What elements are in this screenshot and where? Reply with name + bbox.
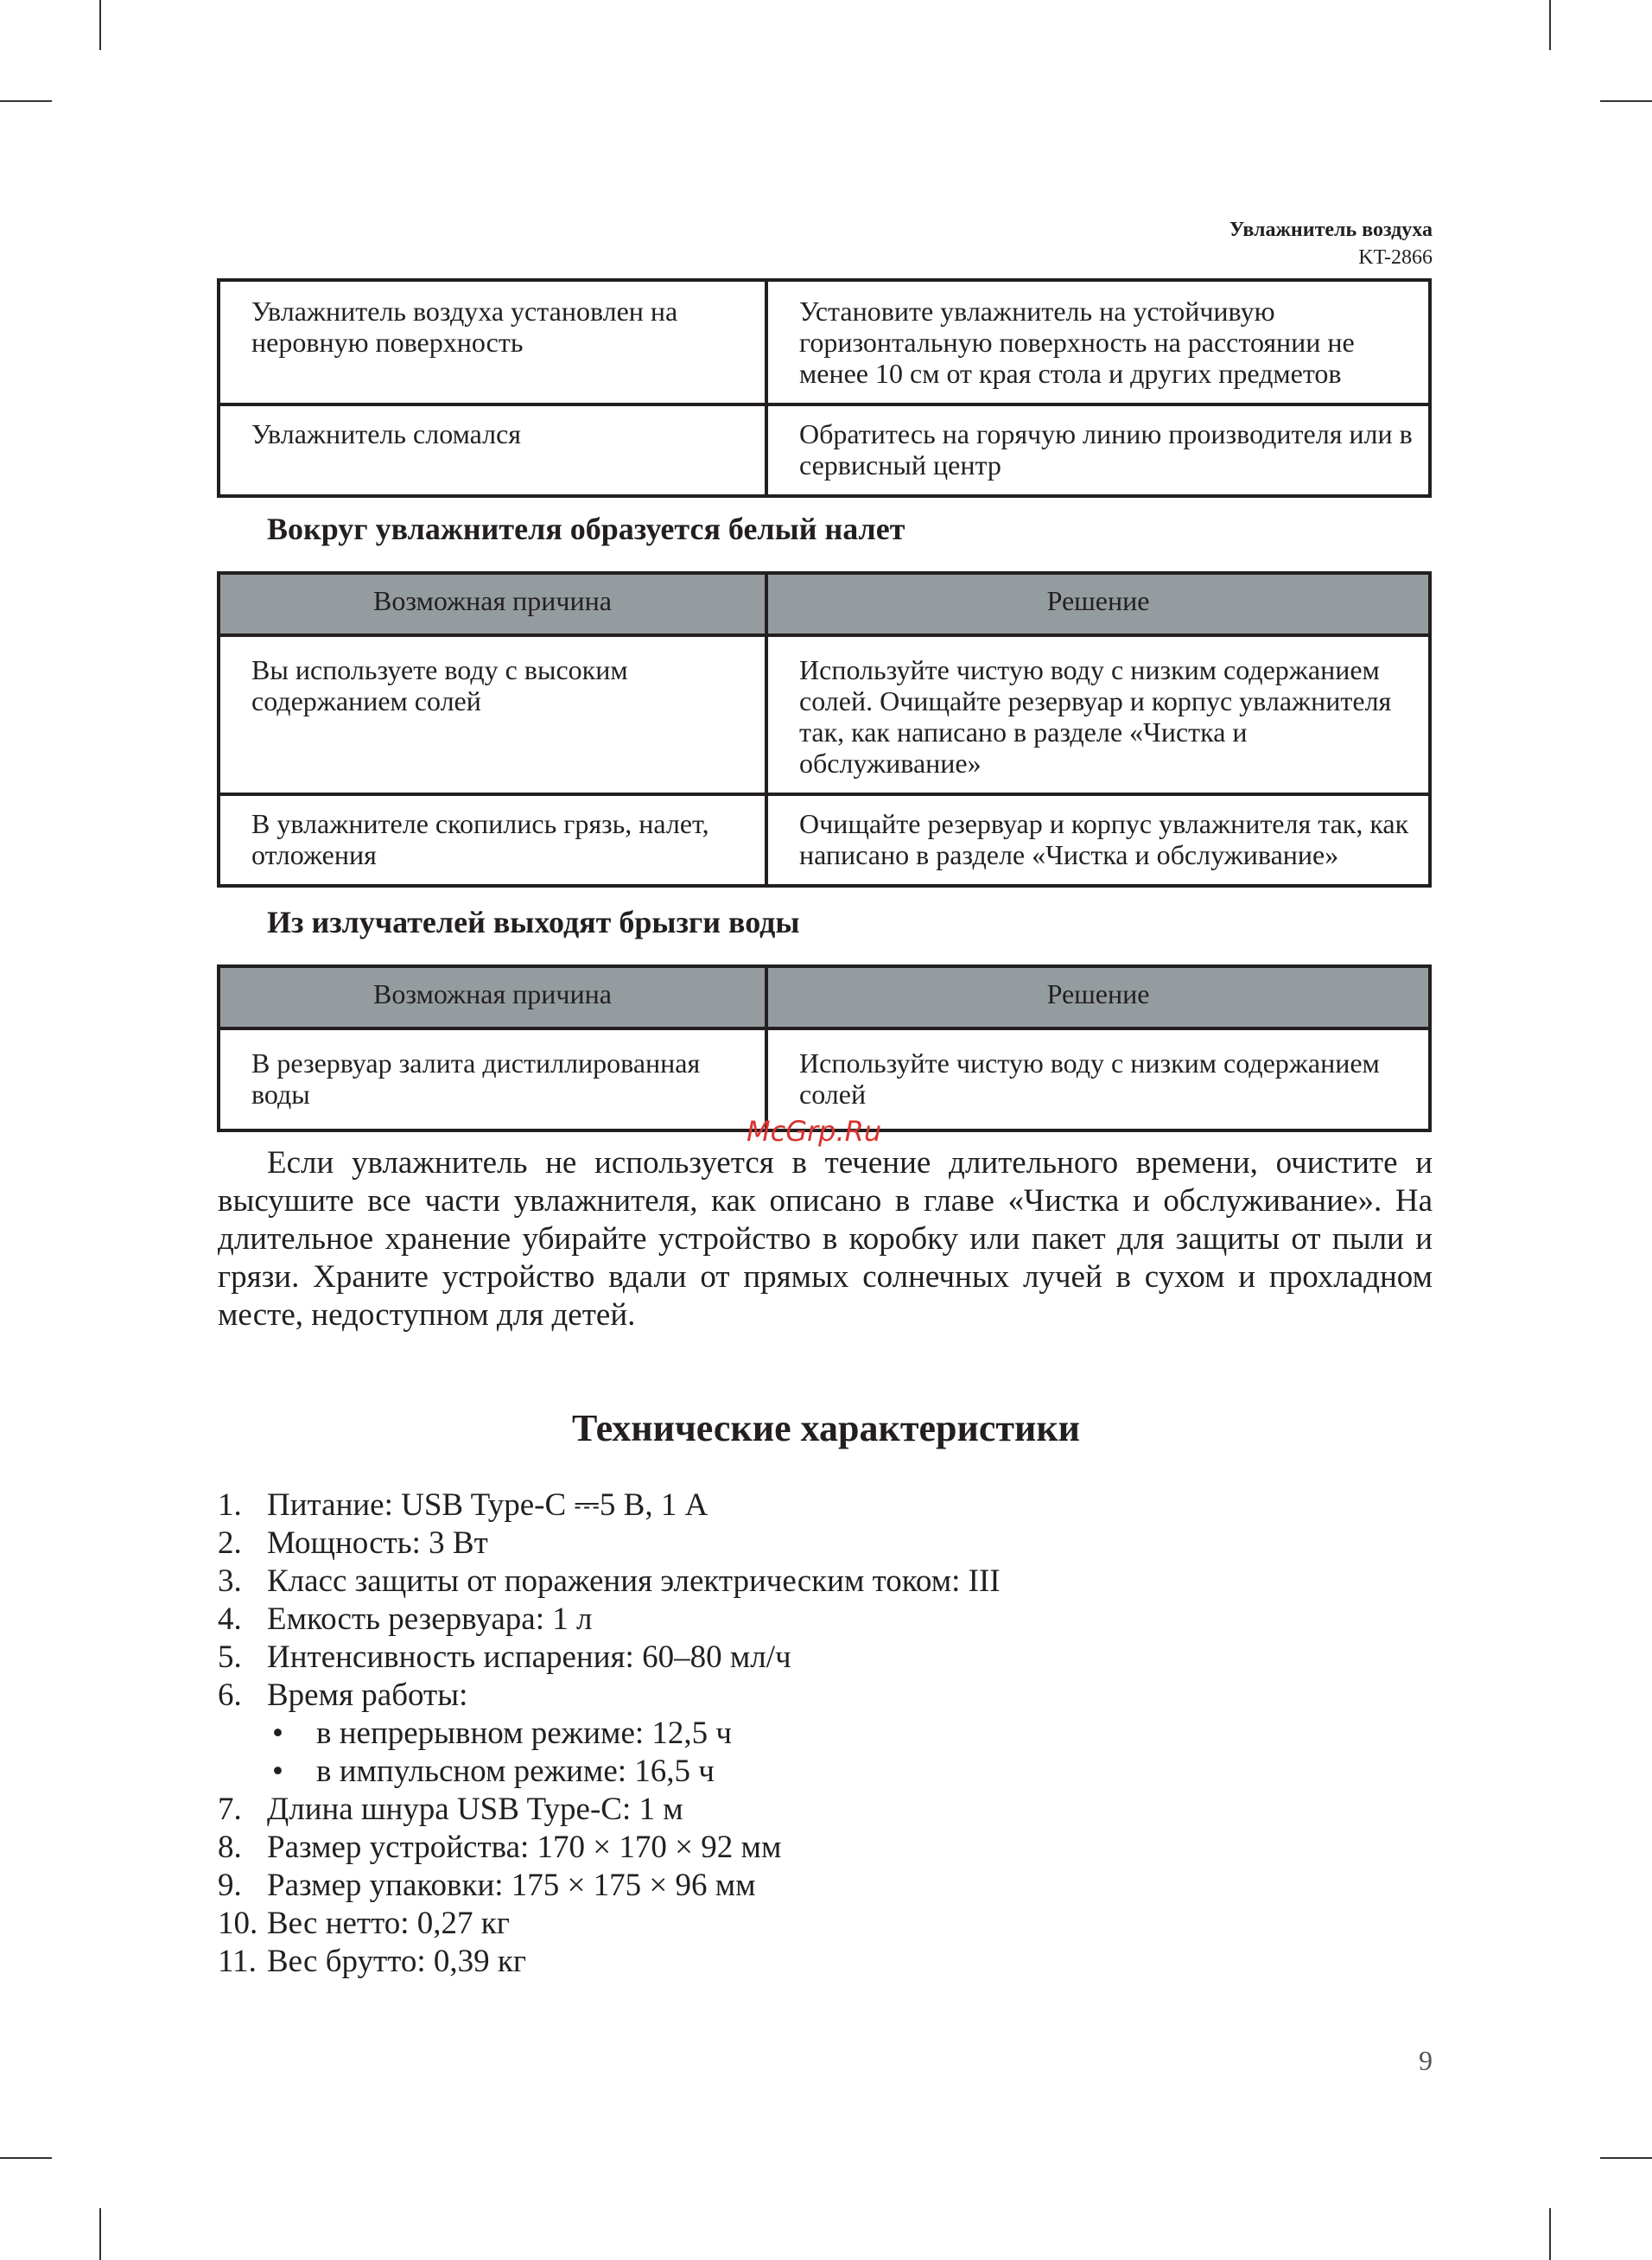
column-header-solution: Решение [766,573,1430,635]
spec-text: Вес брутто: 0,39 кг [267,1944,527,1979]
cause-cell: В увлажнителе скопились грязь, налет, отложения [219,794,766,886]
table-row [219,404,1430,496]
spec-text: Размер устройства: 170 × 170 × 92 мм [267,1830,782,1865]
spec-item [218,1525,1341,1563]
crop-mark [0,100,52,102]
header-model: KT-2866 [1358,246,1433,269]
cause-cell: В резервуар залита дистиллированная воды [219,1028,766,1130]
column-header-cause: Возможная причина [219,966,766,1028]
spec-item [218,1753,1341,1791]
crop-mark [1549,2208,1551,2260]
column-header-cause: Возможная причина [219,573,766,635]
crop-mark [99,0,101,50]
spec-text: Размер упаковки: 175 × 175 × 96 мм [267,1868,756,1903]
table-header-row [219,966,1430,1028]
spec-item [218,1905,1341,1943]
spec-item [218,1563,1341,1601]
bullet-marker: • [272,1754,283,1789]
specs-title: Технические характеристики [571,1407,1081,1449]
header-title: Увлажнитель воздуха [1229,219,1433,241]
item-number: 3. [218,1563,242,1599]
solution-cell: Используйте чистую воду с низким содержанием солей [766,1028,1430,1130]
solution-cell: Очищайте резервуар и корпус увлажнителя так, как написано в разделе «Чистка и обслуживание» [766,794,1430,886]
crop-mark [1600,2157,1652,2159]
spec-text: Класс защиты от поражения электрическим током: III [267,1563,1001,1599]
item-number: 1. [218,1487,242,1523]
specs-list [218,1487,1341,1981]
solution-cell: Установите увлажнитель на устойчивую горизонтальную поверхность на расстоянии не менее 10 см от края стола и других предметов [766,280,1430,404]
spec-item [218,1487,1341,1525]
spec-item [218,1677,1341,1715]
page-number: 9 [1419,2045,1433,2076]
cause-cell: Увлажнитель воздуха установлен на неровную поверхность [219,280,766,404]
spec-text: Емкость резервуара: 1 л [267,1601,593,1637]
spec-item [218,1943,1341,1981]
item-number: 4. [218,1601,242,1637]
spec-item [218,1639,1341,1677]
solution-cell: Используйте чистую воду с низким содержанием солей. Очищайте резервуар и корпус увлажнителя так, как написано в разделе «Чистка и обслуживание» [766,635,1430,794]
crop-mark [0,2157,52,2159]
section-heading-water-spray: Из излучателей выходят брызги воды [267,905,800,939]
storage-paragraph: Если увлажнитель не используется в течение длительного времени, очистите и высушите все части увлажнителя, как описано в главе «Чистка и обслуживание». На длительное хранение убирайте устройство в коробку или пакет для защиты от пыли и грязи. Храните устройство вдали от прямых солнечных лучей в сухом и прохладном месте, недоступном для детей. [218,1145,1433,1333]
item-number: 2. [218,1525,242,1561]
spec-item [218,1867,1341,1905]
table-row [219,794,1430,886]
item-number: 10. [218,1906,258,1941]
item-number: 6. [218,1677,242,1713]
column-header-solution: Решение [766,966,1430,1028]
spec-item [218,1829,1341,1867]
solution-cell: Обратитесь на горячую линию производителя или в сервисный центр [766,404,1430,496]
spec-text: Мощность: 3 Вт [267,1525,488,1561]
item-number: 8. [218,1830,242,1865]
item-number: 5. [218,1639,242,1675]
spec-text: Вес нетто: 0,27 кг [267,1906,510,1941]
crop-mark [1600,100,1652,102]
spec-item [218,1601,1341,1639]
cause-cell: Вы используете воду с высоким содержанием солей [219,635,766,794]
troubleshooting-table-1 [217,278,1432,498]
spec-item [218,1715,1341,1753]
spec-text: Длина шнура USB Type-C: 1 м [267,1792,683,1827]
section-heading-white-residue: Вокруг увлажнителя образуется белый налет [267,512,905,546]
spec-text: Время работы: [267,1677,468,1713]
item-number: 11. [218,1944,257,1979]
troubleshooting-table-2 [217,571,1432,888]
spec-text: в непрерывном режиме: 12,5 ч [316,1716,733,1751]
crop-mark [99,2208,101,2260]
bullet-marker: • [272,1716,283,1751]
spec-text: Питание: USB Type-C ⎓5 В, 1 А [267,1487,708,1523]
running-header [1229,216,1433,271]
table-header-row [219,573,1430,635]
cause-cell: Увлажнитель сломался [219,404,766,496]
table-row [219,635,1430,794]
spec-item [218,1791,1341,1829]
spec-text: Интенсивность испарения: 60–80 мл/ч [267,1639,791,1675]
watermark: McGrp.Ru [747,1115,882,1148]
crop-mark [1549,0,1551,50]
spec-text: в импульсном режиме: 16,5 ч [316,1754,715,1789]
item-number: 9. [218,1868,242,1903]
item-number: 7. [218,1792,242,1827]
troubleshooting-table-3 [217,964,1432,1132]
table-row [219,280,1430,404]
